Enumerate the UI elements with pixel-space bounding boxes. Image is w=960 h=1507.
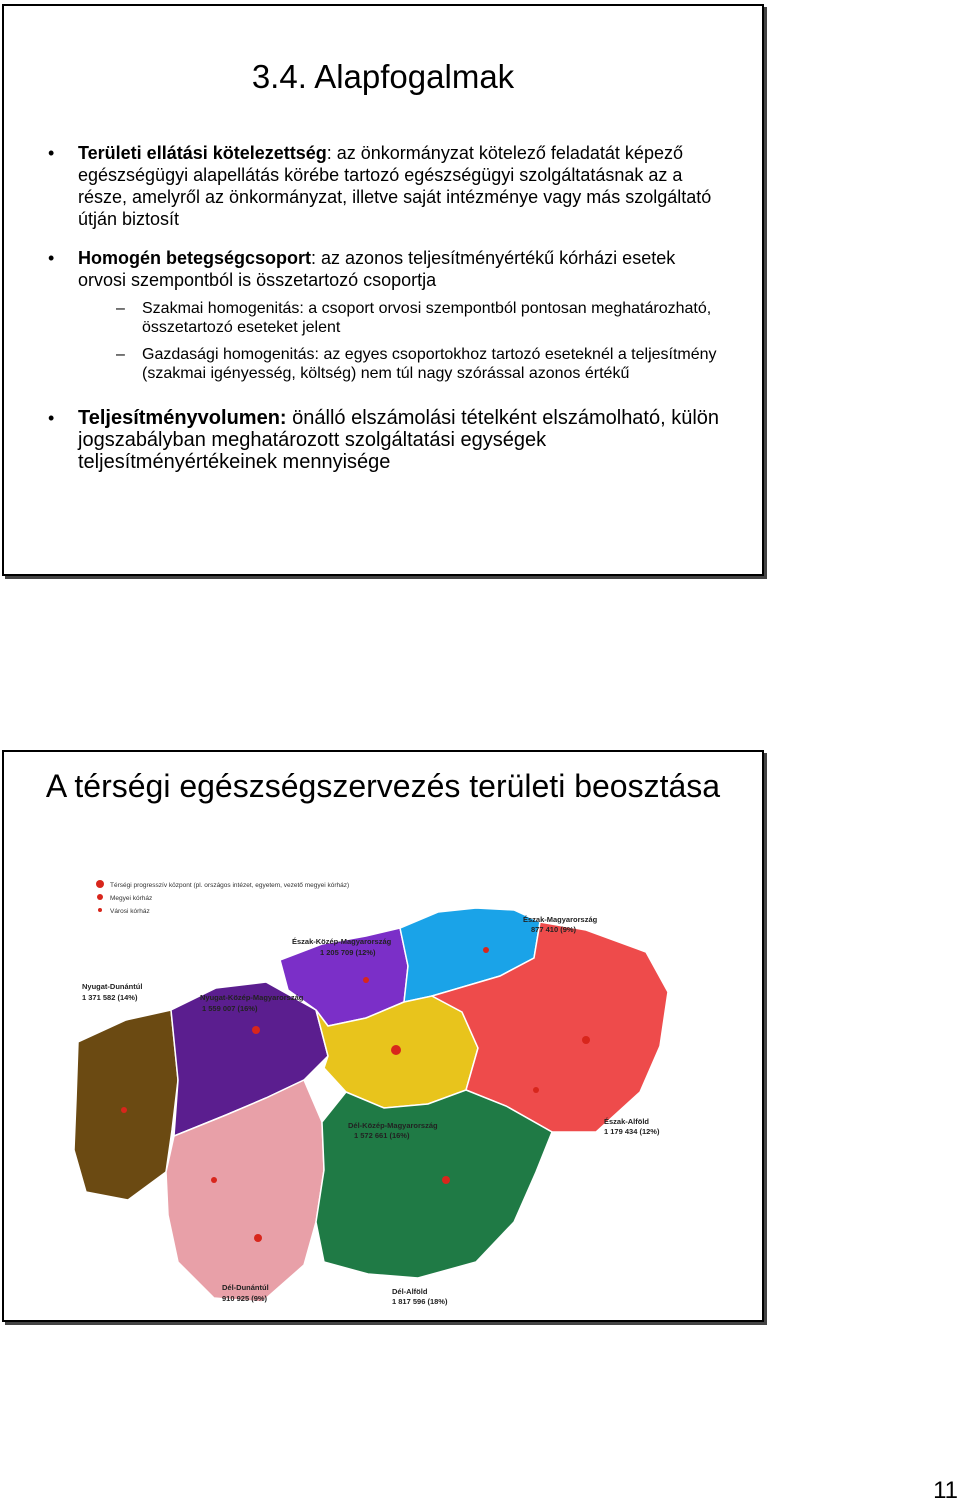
legend-label-county: Megyei kórház: [110, 895, 153, 902]
legend-label-center: Térségi progresszív központ (pl. országos intézet, egyetem, vezető megyei kórház): [110, 882, 350, 889]
bullet-glyph: •: [48, 408, 55, 428]
label-eszak-kozep-value: 1 205 709 (12%): [320, 948, 376, 957]
label-nyugat-dunantul-name: Nyugat-Dunántúl: [82, 982, 143, 991]
label-eszak-magyarorszag-name: Észak-Magyarország: [523, 915, 598, 924]
term: Homogén betegségcsoport: [78, 248, 312, 268]
hungary-region-map: [66, 870, 686, 1318]
dash-glyph: –: [116, 346, 125, 363]
bullet-list: [48, 142, 726, 490]
term: Teljesítményvolumen:: [78, 407, 287, 429]
bullet-glyph: •: [48, 143, 55, 163]
definition: : az azonos teljesítményértékű kórházi esetek orvosi szempontból is összetartozó csoportja: [78, 248, 676, 290]
sub-bullet-gazdasagi: [78, 345, 726, 383]
region-del-alfold: [316, 1090, 552, 1278]
legend-marker-center: [96, 880, 104, 888]
legend-marker-city: [98, 908, 102, 912]
bullet-homogen-betegsegcsoport: [48, 247, 726, 383]
hospital-marker: [254, 1234, 262, 1242]
slide-alapfogalmak: [2, 4, 764, 576]
sub-text: Gazdasági homogenitás: az egyes csoportokhoz tartozó eseteknél a teljesítmény (szakmai igényesség, költség) nem túl nagy szórással azonos értékű: [142, 346, 717, 382]
bullet-teruleti-ellatasi: [48, 142, 726, 230]
label-del-alfold-value: 1 817 596 (18%): [392, 1297, 448, 1306]
hospital-marker: [391, 1045, 401, 1055]
label-eszak-alfold-value: 1 179 434 (12%): [604, 1127, 660, 1136]
bullet-glyph: •: [48, 248, 55, 268]
label-del-kozep-value: 1 572 661 (16%): [354, 1131, 410, 1140]
hospital-marker: [211, 1177, 217, 1183]
label-del-kozep-name: Dél-Közép-Magyarország: [348, 1121, 438, 1130]
hospital-marker: [533, 1087, 539, 1093]
region-nyugat-dunantul: [74, 1010, 178, 1200]
hospital-marker: [121, 1107, 127, 1113]
label-del-dunantul-name: Dél-Dunántúl: [222, 1283, 269, 1292]
hospital-marker: [442, 1176, 450, 1184]
hospital-marker: [582, 1036, 590, 1044]
hospital-marker: [363, 977, 369, 983]
legend-marker-county: [97, 894, 103, 900]
label-nyugat-kozep-name: Nyugat-Közép-Magyarország: [200, 993, 304, 1002]
sub-bullet-szakmai: [78, 299, 726, 337]
slide-title: 3.4. Alapfogalmak: [251, 58, 515, 95]
legend-label-city: Városi kórház: [110, 908, 150, 915]
map-legend: [96, 880, 349, 915]
slide-title: A térségi egészségszervezés területi beosztása: [45, 768, 721, 804]
label-del-dunantul-value: 910 925 (9%): [222, 1294, 268, 1303]
page-number: 11: [933, 1477, 958, 1504]
label-eszak-alfold-name: Észak-Alföld: [604, 1117, 650, 1126]
hospital-marker: [252, 1026, 260, 1034]
slide-tersegi-beosztas: [2, 750, 764, 1322]
term: Területi ellátási kötelezettség: [78, 143, 327, 163]
hospital-marker: [483, 947, 489, 953]
dash-glyph: –: [116, 300, 125, 317]
label-del-alfold-name: Dél-Alföld: [392, 1287, 428, 1296]
label-eszak-kozep-name: Észak-Közép-Magyarország: [292, 937, 392, 946]
sub-text: Szakmai homogenitás: a csoport orvosi szempontból pontosan meghatározható, összetartozó eseteket jelent: [142, 300, 712, 336]
definition: önálló elszámolási tételként elszámolható, külön jogszabályban meghatározott szolgáltatási egységek teljesítményértékeinek mennyisége: [78, 407, 720, 473]
bullet-teljesitmenyvolumen: [48, 407, 726, 473]
definition: : az önkormányzat kötelező feladatát képező egészségügyi alapellátás körébe tartozó egészségügyi szolgáltatásnak az a része, amelyről az önkormányzat, illetve saját intézménye vagy más szolgáltató útján biztosít: [78, 143, 712, 229]
label-eszak-magyarorszag-value: 877 410 (9%): [531, 925, 577, 934]
label-nyugat-dunantul-value: 1 371 582 (14%): [82, 993, 138, 1002]
label-nyugat-kozep-value: 1 559 007 (16%): [202, 1004, 258, 1013]
